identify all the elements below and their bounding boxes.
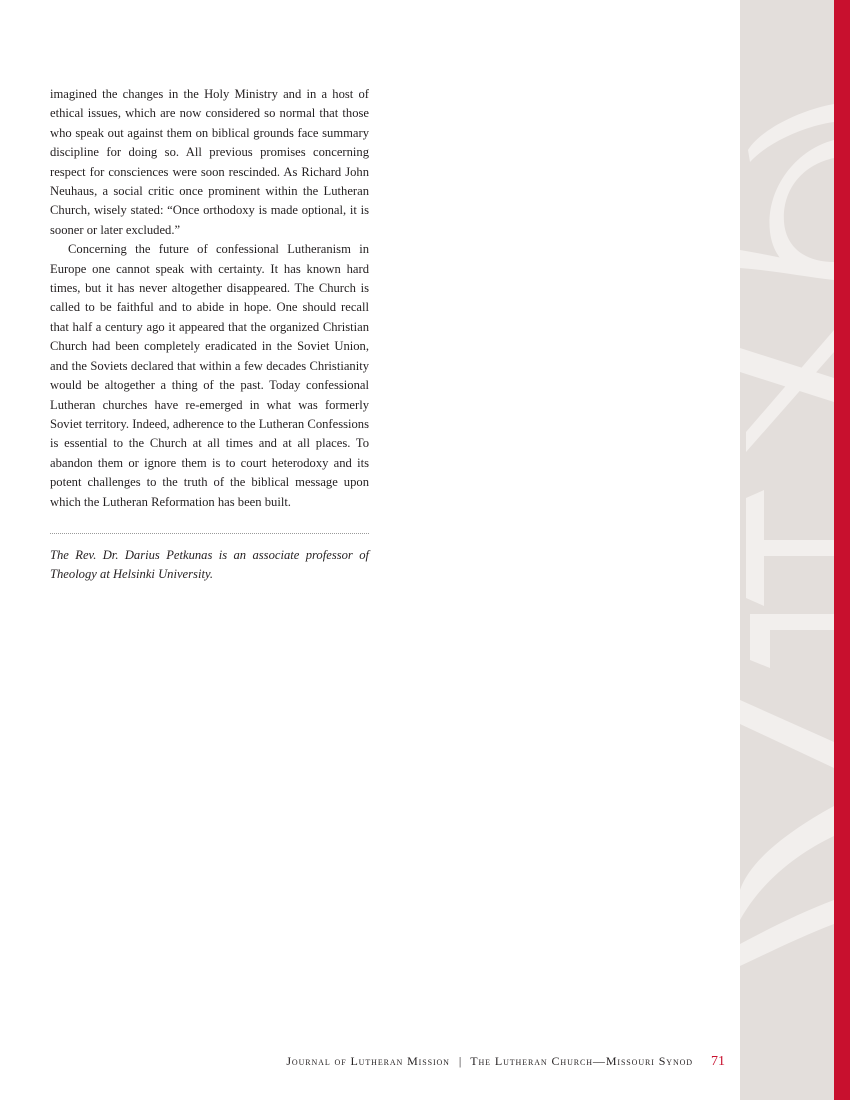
watermark-chevron-lower xyxy=(740,900,834,966)
footer-separator: | xyxy=(458,1054,462,1068)
page-footer xyxy=(200,1052,725,1070)
author-note: The Rev. Dr. Darius Petkunas is an associate professor of Theology at Helsinki University. xyxy=(50,547,369,582)
article-paragraph: imagined the changes in the Holy Ministry and in a host of ethical issues, which are now considered so normal that those who speak out against them on biblical grounds face summary discipline for doing so. All previous promises concerning respect for consciences were soon rescinded. As Richard John Neuhaus, a social critic once prominent within the Lutheran Church, wisely stated: “Once orthodoxy is made optional, it is sooner or later excluded.” xyxy=(50,87,369,237)
watermark-chevron-arc xyxy=(740,806,834,920)
decorative-watermark-graphic xyxy=(740,0,834,1100)
footer-journal-title: Journal of Lutheran Mission xyxy=(286,1054,450,1068)
section-divider xyxy=(50,533,369,534)
watermark-letter-t xyxy=(746,490,834,606)
watermark-flourish-loop xyxy=(769,140,834,276)
page-number: 71 xyxy=(711,1054,725,1069)
article-paragraph: Concerning the future of confessional Lutheranism in Europe one cannot speak with certainty. It has known hard times, but it has never altogether disappeared. The Church is called to be faithful and to abide in hope. One should recall that half a century ago it appeared that the organized Christian Church had been completely eradicated in the Soviet Union, and the Soviets declared that within a few decades Christianity would be altogether a thing of the past. Today confessional Lutheran churches have re-emerged in what was formerly Soviet territory. Indeed, adherence to the Lutheran Confessions is essential to the Church at all times and at all places. To abandon them or ignore them is to court heterodoxy and its potent challenges to the truth of the biblical message upon which the Lutheran Reformation has been built. xyxy=(50,242,369,509)
watermark-letter-l xyxy=(750,614,834,668)
article-column xyxy=(50,85,369,585)
footer-publisher: The Lutheran Church—Missouri Synod xyxy=(470,1054,693,1068)
side-band xyxy=(740,0,834,1100)
watermark-chevron-upper xyxy=(740,700,834,768)
red-edge-bar xyxy=(834,0,850,1100)
